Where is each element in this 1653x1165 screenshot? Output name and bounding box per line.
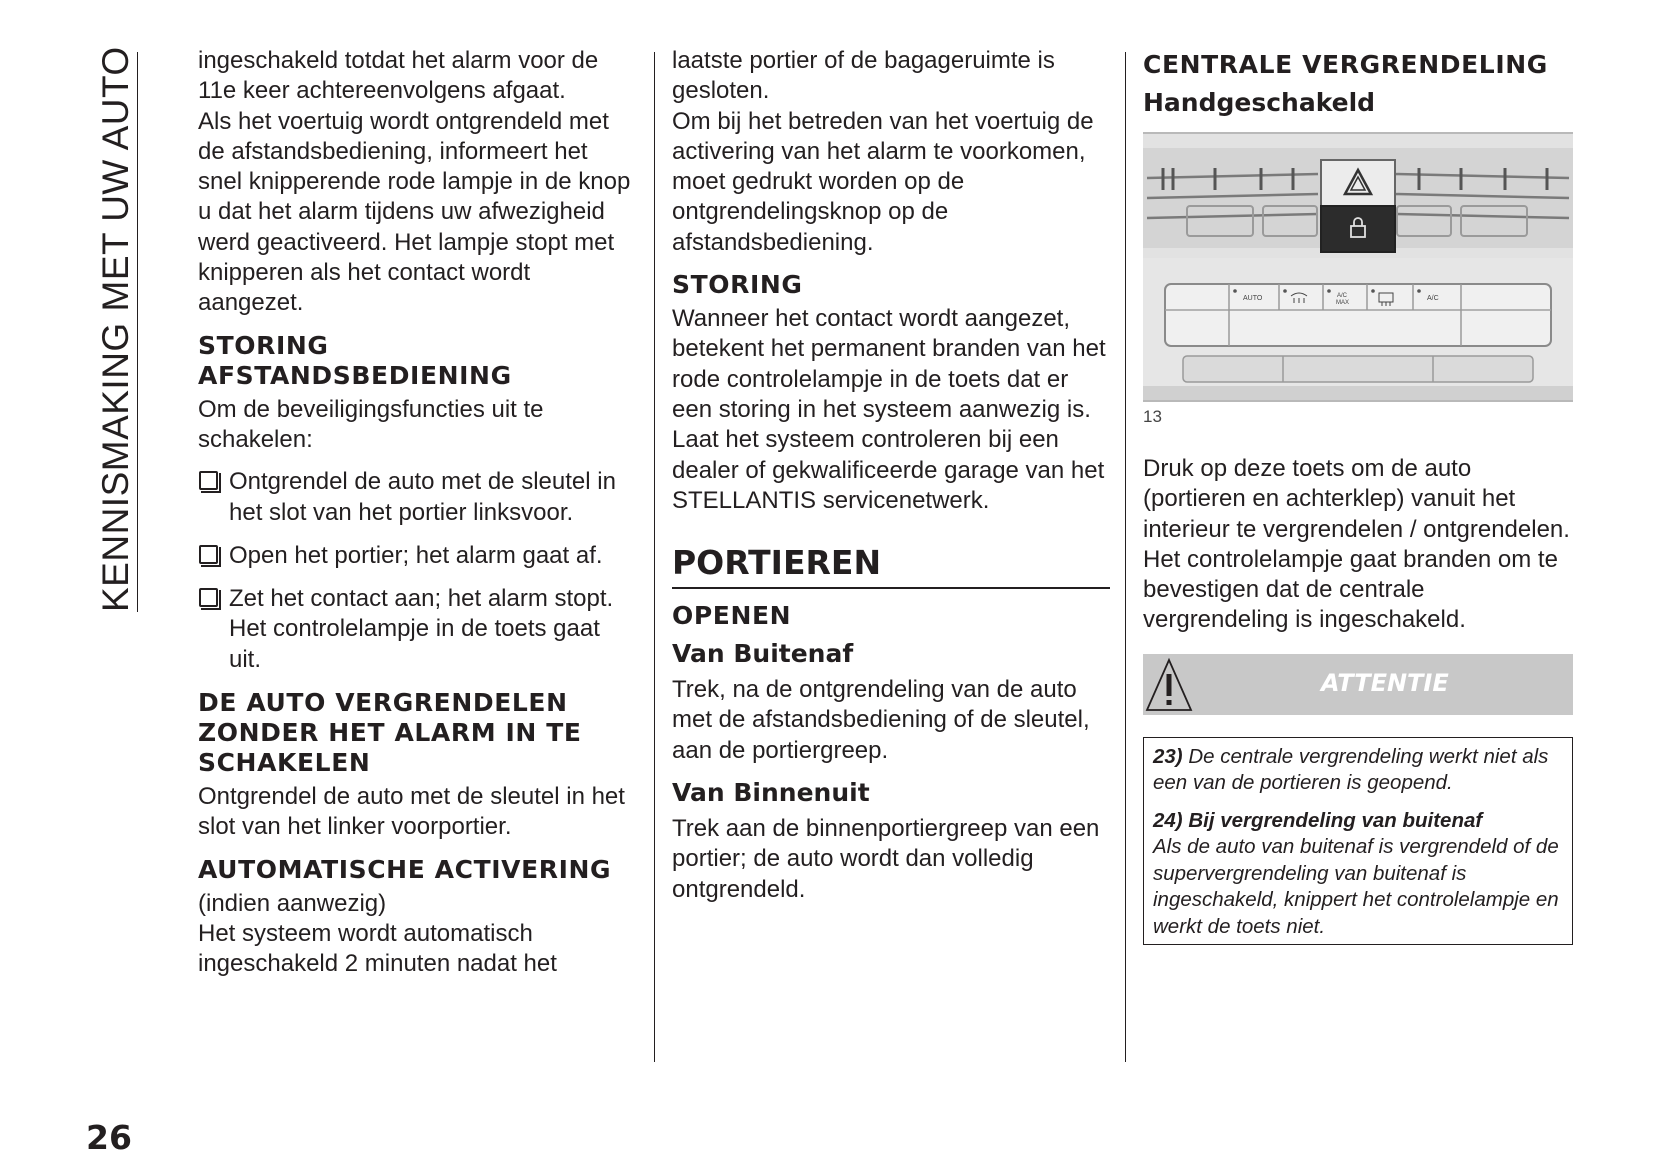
checkbox-bullet-icon [199,588,218,607]
heading-van-buitenaf: Van Buitenaf [672,639,854,669]
paragraph-storing-2: Laat het systeem controleren bij een dealer of gekwalificeerde garage van het STELLANTIS servicenetwerk. [672,426,1105,514]
column-1 [198,46,636,980]
heading-handgeschakeld: Handgeschakeld [1143,88,1376,117]
heading-vergrendelen-zonder-alarm: DE AUTO VERGRENDELEN ZONDER HET ALARM IN TE SCHAKELEN [198,688,582,778]
warning-icon [1145,654,1195,715]
column-divider-2 [1125,52,1126,1062]
checkbox-bullet-icon [199,471,218,490]
attentie-label: ATTENTIE [1321,668,1449,697]
list-item: Zet het contact aan; het alarm stopt. Het controlelampje in de toets gaat uit. [198,584,636,675]
paragraph-indien-aanwezig: (indien aanwezig) [198,889,387,917]
figure-caption: 13 [1143,407,1162,426]
bullet-list [198,467,636,675]
column-divider-1 [654,52,655,1062]
heading-openen: OPENEN [672,601,792,631]
paragraph-storing-1: Wanneer het contact wordt aangezet, betekent het permanent branden van het rode controlelampje in de toets dat er een storing in het systeem aanwezig is. [672,305,1106,423]
paragraph-continued-1: laatste portier of de bagageruimte is gesloten. [672,47,1055,105]
paragraph-vergrendelen: Ontgrendel de auto met de sleutel in het slot van het linker voorportier. [198,783,625,841]
paragraph-automatische-activering: Het systeem wordt automatisch ingeschakeld 2 minuten nadat het [198,919,557,978]
list-item: Open het portier; het alarm gaat af. [198,541,636,571]
heading-storing-afstandsbediening: STORING AFSTANDSBEDIENING [198,330,512,390]
note-23: 23) De centrale vergrendeling werkt niet als een van de portieren is geopend. [1153,744,1549,795]
heading-storing: STORING [672,270,803,300]
svg-text:A/C: A/C [1337,293,1348,299]
note-24: 24) Bij vergrendeling van buitenaf Als de auto van buitenaf is vergrendeld of de supervergrendeling van buitenaf is ingeschakeld, knippert het controlelampje en werkt de toets niet. [1153,808,1559,938]
list-item: Ontgrendel de auto met de sleutel in het slot van het portier linksvoor. [198,467,636,528]
paragraph-van-buitenaf: Trek, na de ontgrendeling van de auto met de afstandsbediening of de sleutel, aan de portiergreep. [672,676,1090,764]
attentie-banner [1143,654,1573,715]
paragraph-druk-op-toets: Druk op deze toets om de auto (portieren en achterklep) vanuit het interieur te vergrendelen / ontgrendelen. Het controlelampje gaat branden om te bevestigen dat de centrale vergrendeling is ingeschakeld. [1143,455,1570,634]
notes-box [1143,737,1573,946]
paragraph-intro-2: Als het voertuig wordt ontgrendeld met de afstandsbediening, informeert het snel knipperende rode lampje in de knop u dat het alarm tijdens uw afwezigheid werd geactiveerd. Het lampje stopt met knipperen als het contact wordt aangezet. [198,107,631,317]
svg-text:MAX: MAX [1336,300,1350,306]
paragraph-storing-afstandsbediening: Om de beveiligingsfuncties uit te schakelen: [198,395,544,453]
chapter-title: KENNISMAKING MET UW AUTO [95,46,136,612]
paragraph-continued-2: Om bij het betreden van het voertuig de activering van het alarm te voorkomen, moet gedrukt worden op de ontgrendelingsknop op de afstandsbediening. [672,107,1094,256]
heading-van-binnenuit: Van Binnenuit [672,778,870,808]
column-3 [1143,46,1573,945]
paragraph-van-binnenuit: Trek aan de binnenportiergreep van een portier; de auto wordt dan volledig ontgrendeld. [672,815,1100,903]
heading-automatische-activering: AUTOMATISCHE ACTIVERING [198,854,612,884]
page-number: 26 [86,1118,132,1157]
checkbox-bullet-icon [199,545,218,564]
paragraph-intro-1: ingeschakeld totdat het alarm voor de 11e keer achtereenvolgens afgaat. [198,47,599,105]
heading-centrale-vergrendeling: CENTRALE VERGRENDELING [1143,50,1548,79]
svg-text:AUTO: AUTO [1243,295,1263,302]
dashboard-figure [1143,132,1573,402]
chapter-rule [137,52,138,612]
svg-text:A/C: A/C [1427,295,1439,302]
heading-portieren: PORTIEREN [672,544,1110,589]
dashboard-illustration [1143,134,1573,402]
column-2 [672,46,1110,905]
